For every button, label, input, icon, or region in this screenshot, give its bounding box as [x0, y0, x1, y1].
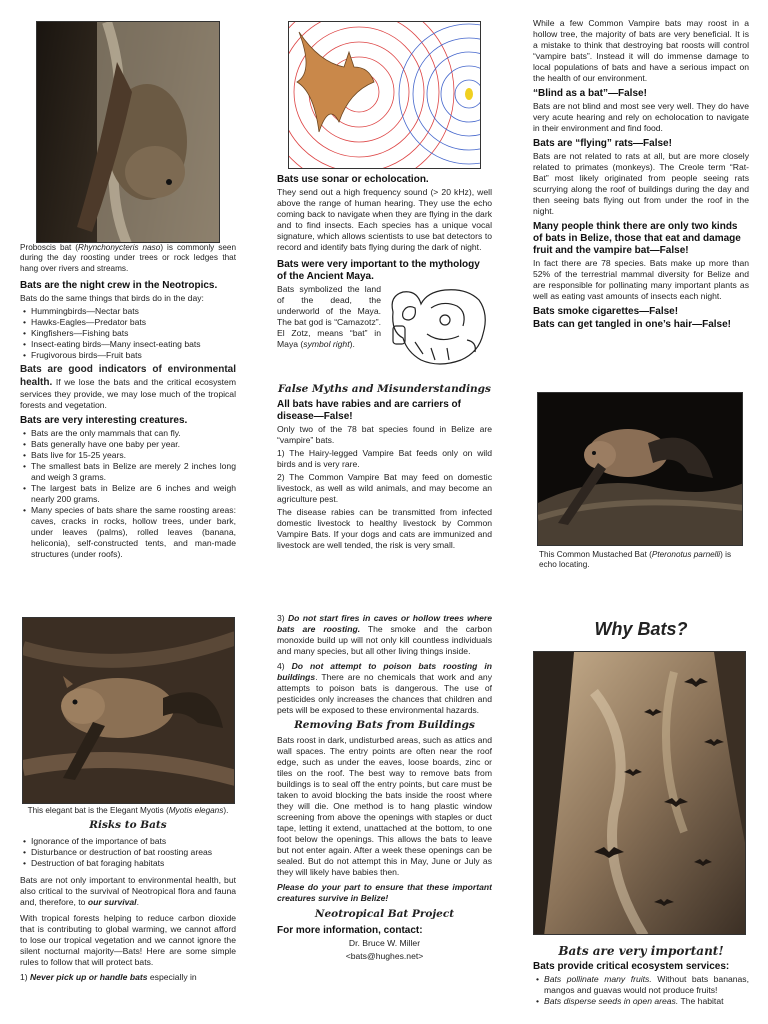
list-item: • Disturbance or destruction of bat roosting areas — [20, 847, 236, 858]
rabies-p3: 2) The Common Vampire Bat may feed on domestic livestock, as well as wild animals, and may become an agriculture pest. — [277, 472, 492, 505]
rabies-p2: 1) The Hairy-legged Vampire Bat feeds only on wild birds and is very rare. — [277, 448, 492, 470]
please-text: Please do your part to ensure that these important creatures survive in Belize! — [277, 882, 492, 904]
list-item: • Hawks-Eagles—Predator bats — [20, 317, 236, 328]
rule-3: 3) Do not start fires in caves or hollow trees where bats are roosting. The smoke and the carbon monoxide build up will not only kill countless individuals and many species, but all other living things inside. — [277, 613, 492, 656]
mustached-bat-photo-art — [538, 393, 743, 546]
rats-heading: Bats are “flying” rats—False! — [533, 138, 672, 149]
list-item: • Insect-eating birds—Many insect-eating bats — [20, 339, 236, 350]
indicators-paragraph: Bats are good indicators of environmental health. If we lose the bats and the critical ecosystem services they provide, we may lose much of the tropical forests and vegetation. — [20, 363, 236, 411]
contact-heading: For more information, contact: — [277, 924, 423, 936]
list-item: • Hummingbirds—Nectar bats — [20, 306, 236, 317]
elegant-myotis-photo-art — [23, 618, 235, 804]
contact-name: Dr. Bruce W. Miller — [348, 937, 421, 948]
col1-top — [20, 243, 236, 562]
blind-heading: “Blind as a bat”—False! — [533, 88, 647, 99]
list-item: • Destruction of bat foraging habitats — [20, 858, 236, 869]
interesting-list — [20, 428, 236, 560]
mustached-caption: This Common Mustached Bat (Pteronotus parnelli) is echo locating. — [539, 550, 732, 570]
col2-bottom — [277, 613, 492, 1024]
list-item: • Bats generally have one baby per year. — [20, 439, 236, 450]
elegant-myotis-photo — [22, 617, 235, 804]
rule-1: 1) Never pick up or handle bats especially in — [20, 971, 197, 982]
maya-text: Bats symbolized the land of the dead, the underworld of the Maya. The bat god is “Camazotz”. El Zotz, means “bat” in Maya (symbol right). — [277, 284, 381, 349]
rats-text: Bats are not related to rats at all, but are more closely related to primates (monkeys). The Creole term “Rat-Bat” most likely originated from people seeing rats scurrying along the roof of buildings during the day and then seeing bats flying out from under the roof in the night. — [533, 151, 749, 216]
rabies-p4: The disease rabies can be transmitted from infected domestic livestock to healthy livestock by Common Vampire Bats. If your dogs and cats are immunized and livestock are well tended, the risk is very small. — [277, 507, 492, 551]
list-item: • Frugivorous birds—Fruit bats — [20, 350, 236, 361]
climate-text: With tropical forests helping to reduce carbon dioxide that is contributing to global warming, we cannot afford to lose our tropical vegetation and we cannot ignore the silent nocturnal majority—Bats! Here are some simple rules to follow that will protect bats. — [20, 912, 236, 967]
night-crew-list — [20, 306, 236, 361]
list-item: • Ignorance of the importance of bats — [20, 836, 236, 847]
echolocation-diagram-art — [289, 22, 481, 169]
risks-heading: Risks to Bats — [89, 819, 167, 832]
removing-text: Bats roost in dark, undisturbed areas, such as attics and wall spaces. The entry points are often near the roof edge, such as under the eaves, loose boards, zinc or tiles on the roof. The best way to remove bats from buildings is to seal off the entry points, but care must be taken to avoid blocking the bats inside the roost where they will die. One method is to hang plastic window screening from above the openings with staples or duct tape, letting it extend, unattached at the bottom, to one foot below the openings. This allows the bats to leave but not enter again. After a week these openings can be sealed. But do not attempt this in May, June or July as they will likely have babies then. — [277, 735, 492, 878]
smoke-heading: Bats smoke cigarettes—False! — [533, 306, 679, 317]
sonar-text: They send out a high frequency sound (> 20 kHz), well above the range of human hearing. They use the echo coming back to navigate when they are flying in the dark and to find insects. Each species has a unique vocal signature, which allows scientists to use bat detectors to record and identify bats flying during the dark of night. — [277, 187, 492, 252]
kinds-heading: Many people think there are only two kinds of bats in Belize, those that eat and damage fruit and the vampire bat—False! — [533, 221, 741, 256]
list-item: • Bats live for 15-25 years. — [20, 450, 236, 461]
very-important-heading: Bats are very important! — [558, 944, 724, 958]
list-item: • Bats are the only mammals that can fly. — [20, 428, 236, 439]
rabies-heading: All bats have rabies and are carriers of disease—False! — [277, 399, 461, 423]
list-item: • The smallest bats in Belize are merely 2 inches long and weigh 3 grams. — [20, 461, 236, 483]
project-name: Neotropical Bat Project — [314, 908, 455, 921]
removing-heading: Removing Bats from Buildings — [294, 719, 475, 731]
col1-bottom — [20, 806, 236, 985]
proboscis-bat-photo — [36, 21, 220, 243]
echolocation-diagram — [288, 21, 481, 169]
sonar-heading: Bats use sonar or echolocation. — [277, 174, 429, 185]
services-list — [533, 974, 749, 1007]
list-item: • Kingfishers—Fishing bats — [20, 328, 236, 339]
services-heading: Bats provide critical ecosystem services: — [533, 961, 730, 973]
blind-text: Bats are not blind and most see very well. They do have very acute hearing and rely on echolocation to navigate in their environment and find food. — [533, 101, 749, 133]
why-title-wrap — [533, 618, 749, 641]
night-crew-heading: Bats are the night crew in the Neotropics. — [20, 279, 218, 291]
col3-top — [533, 18, 749, 332]
maya-heading: Bats were very important to the mythology of the Ancient Maya. — [277, 259, 480, 282]
maya-glyph-icon — [387, 282, 491, 370]
mustached-caption-wrap — [539, 550, 745, 573]
list-item: • Bats pollinate many fruits. Without bats bananas, mangos and guavas would not produce fruits! — [533, 974, 749, 996]
rule-4: 4) Do not attempt to poison bats roosting in buildings. There are no chemicals that work and any attempts to poison bats is dangerous. The use of pesticides only increases the chances that children and pets will be exposed to these environmental hazards. — [277, 661, 492, 715]
vampire-intro: While a few Common Vampire bats may roost in a hollow tree, the majority of bats are very beneficial. It is a mistake to think that destroying bat roosts will control “vampire bats”. Instead it will do immense damage to local populations of bats and have a serious impact on the health of our environment. — [533, 18, 749, 83]
why-bats-title: Why Bats? — [594, 619, 688, 639]
myotis-caption: This elegant bat is the Elegant Myotis (Myotis elegans). — [27, 806, 229, 815]
cave-bats-photo-art — [534, 652, 746, 935]
contact-email[interactable]: <bats@hughes.net> — [345, 950, 424, 961]
list-item: • The largest bats in Belize are 6 inches and weigh nearly 200 grams. — [20, 483, 236, 505]
proboscis-bat-photo-art — [37, 22, 220, 243]
interesting-heading: Bats are very interesting creatures. — [20, 415, 188, 427]
maya-block — [277, 284, 492, 380]
importance-text: Bats are not only important to environmental health, but also critical to the survival of Neotropical flora and fauna and, therefore, to our survival. — [20, 874, 236, 907]
myths-heading: False Myths and Misunderstandings — [278, 383, 491, 395]
proboscis-caption: Proboscis bat (Rhynchonycteris naso) is commonly seen during the day roosting under trees or rock ledges that hang over rivers and streams. — [20, 243, 236, 273]
night-crew-intro: Bats do the same things that birds do in the day: — [20, 292, 204, 303]
risks-list — [20, 836, 236, 869]
cave-bats-photo — [533, 651, 746, 935]
list-item: • Bats disperse seeds in open areas. The habitat — [533, 996, 749, 1007]
col3-bottom — [533, 941, 749, 1024]
kinds-text: In fact there are 78 species. Bats make up more than 52% of the terrestrial mammal diversity for Belize and are responsible for pollinating many important plants as well as eating vast amounts of insects each night. — [533, 258, 749, 301]
col2-top — [277, 172, 492, 553]
hair-heading: Bats can get tangled in one’s hair—False! — [533, 319, 732, 330]
rabies-p1: Only two of the 78 bat species found in Belize are “vampire” bats. — [277, 424, 492, 446]
mustached-bat-photo — [537, 392, 743, 546]
list-item: • Many species of bats share the same roosting areas: caves, cracks in rocks, hollow trees, under bark, under leaves (palms), rolled leaves (banana, heliconia), self-constructed tents, and man-made structures (under roofs). — [20, 505, 236, 560]
